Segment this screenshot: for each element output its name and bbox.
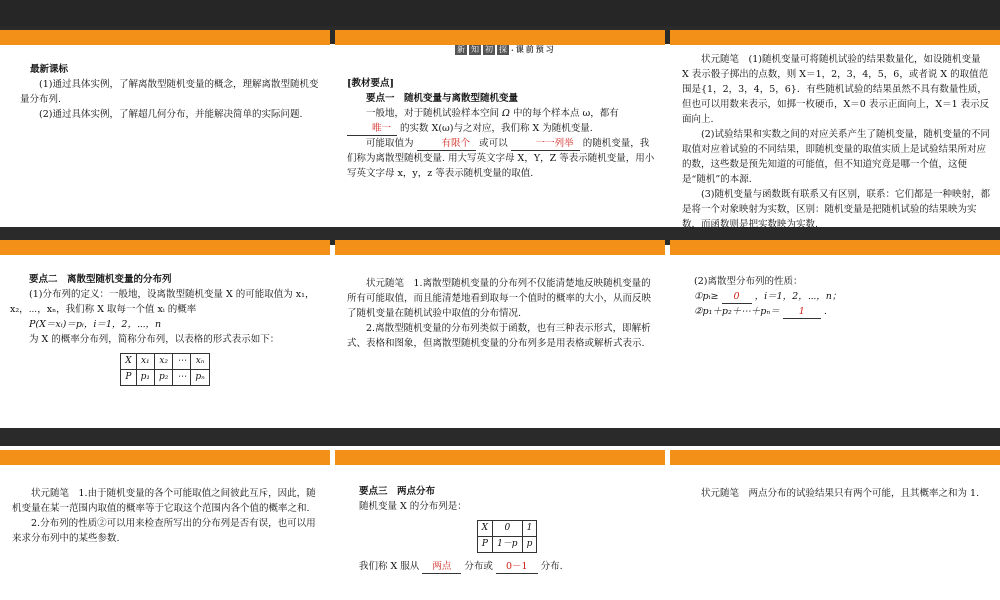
banner-char: 前	[525, 44, 534, 54]
answer-blank: 一一列举	[511, 138, 580, 151]
text: 的随机变量，我们称为离散型随机变量. 用大写英文字母 X，Y，Z 等表示随机变量，用小写英文字母 x，y，z 等表示随机变量的取值.	[347, 138, 655, 179]
banner-char: 预	[535, 44, 544, 54]
slide-6[interactable]	[670, 240, 1000, 423]
table-cell: P	[121, 370, 136, 386]
table-cell: p₁	[136, 370, 154, 386]
paragraph: 随机变量 X 的分布列是：	[359, 501, 467, 512]
answer-blank: 0	[722, 291, 752, 304]
paragraph	[347, 106, 655, 136]
slide-8[interactable]	[335, 450, 665, 600]
banner-char: 知	[471, 44, 479, 54]
distribution-table	[120, 353, 210, 386]
formula: P(X＝xᵢ)＝pᵢ，i＝1，2，⋯，n	[29, 319, 162, 330]
table-cell: 0	[493, 521, 523, 537]
slide-header-bar	[0, 240, 330, 255]
table-cell: ⋯	[173, 354, 191, 370]
paragraph: 状元随笔 两点分布的试验结果只有两个可能，且其概率之和为 1.	[701, 488, 980, 499]
slide-7[interactable]	[0, 450, 330, 600]
table-cell: p	[522, 537, 537, 553]
paragraph: 状元随笔 1.离散型随机变量的分布列不仅能清楚地反映随机变量的所有可能取值，而且能清楚地看到取每一个值时的概率的大小，从而反映了随机变量在随机试验中取值的分布情况.	[347, 278, 652, 319]
point-title: 要点二 离散型随机变量的分布列	[29, 274, 172, 285]
slide-2[interactable]	[335, 30, 665, 213]
section-heading: [教材要点]	[347, 78, 394, 89]
banner-char: 初	[485, 44, 493, 54]
paragraph: (1)通过具体实例，了解离散型随机变量的概念，理解离散型随机变量分布列.	[20, 79, 319, 105]
banner-char: 新	[457, 44, 465, 54]
text: ①pᵢ≥	[694, 291, 719, 302]
paragraph: (1)分布列的定义：一般地，设离散型随机变量 X 的可能取值为 x₁，x₂，⋯，xₙ，我们称 X 取每一个值 xᵢ 的概率	[10, 289, 315, 315]
text: 的实数 X(ω)与之对应，我们称 X 为随机变量.	[400, 123, 593, 134]
slide-header-bar	[670, 450, 1000, 465]
text: ，i＝1，2，⋯，n；	[754, 291, 842, 302]
property-line	[694, 304, 990, 319]
table-row	[477, 537, 537, 553]
table-row	[121, 354, 210, 370]
slide-4[interactable]	[0, 240, 330, 423]
text: 分布.	[540, 561, 563, 572]
slide-1[interactable]	[0, 30, 330, 213]
table-row	[121, 370, 210, 386]
point-title: 要点一 随机变量与离散型随机变量	[366, 93, 519, 104]
paragraph: 状元随笔 (1)随机变量可将随机试验的结果数量化，如设随机变量 X 表示骰子掷出的点数，则 X＝1，2，3，4，5，6，或者说 X 的取值范围是{1，2，3，4，5，6}．有些随机试验的结果虽然不具有数量性质，但也可以用数来表示，如掷一枚硬币，X＝0 表示正面向上，X＝1 表示反面向上.	[682, 54, 990, 125]
text: 可能取值为	[366, 138, 414, 149]
table-cell: pₙ	[191, 370, 209, 386]
text: ②p₁＋p₂＋⋯＋pₙ＝	[694, 306, 780, 317]
table-row	[477, 521, 537, 537]
table-cell: 1－p	[493, 537, 523, 553]
table-cell: X	[477, 521, 492, 537]
paragraph	[359, 559, 655, 574]
table-cell: P	[477, 537, 492, 553]
text: Ω	[502, 108, 510, 119]
answer-blank: 0－1	[496, 561, 538, 574]
table-cell: x₁	[136, 354, 154, 370]
answer-blank: 有限个	[417, 138, 477, 151]
paragraph: (2)试验结果和实数之间的对应关系产生了随机变量，随机变量的不同取值对应着试验的不同结果，即随机变量的取值实质上是试验结果所对应的数，这些数是预先知道的可能值，但不知道究竟是哪一个值，这便是“随机”的本源.	[682, 129, 990, 185]
text: 我们称 X 服从	[359, 561, 420, 572]
slide-header-bar	[0, 450, 330, 465]
text: 或可以	[479, 138, 508, 149]
top-bar	[0, 0, 1000, 26]
banner-char: 课	[515, 44, 524, 54]
text: ω，都有	[582, 108, 619, 119]
table-cell: p₂	[155, 370, 173, 386]
slide-header-bar	[670, 30, 1000, 45]
answer-blank: 唯一	[347, 123, 397, 136]
answer-blank: 两点	[422, 561, 461, 574]
paragraph: 状元随笔 1.由于随机变量的各个可能取值之间彼此互斥，因此，随机变量在某一范围内取值的概率等于它取这个范围内各个值的概率之和.	[12, 488, 316, 514]
two-point-table	[477, 520, 538, 553]
paragraph	[347, 136, 655, 181]
table-cell: 1	[522, 521, 537, 537]
paragraph: (2)通过具体实例，了解超几何分布，并能解决简单的实际问题.	[39, 109, 303, 120]
text: 分布或	[464, 561, 493, 572]
slide-header-bar	[335, 30, 665, 45]
slide-3[interactable]	[670, 30, 1000, 230]
property-title: (2)离散型分布列的性质：	[694, 276, 803, 287]
banner-char: 习	[545, 44, 554, 54]
slide-title: 最新课标	[30, 64, 69, 75]
paragraph: 为 X 的概率分布列，简称分布列，以表格的形式表示如下：	[29, 334, 280, 345]
answer-blank: 1	[783, 306, 821, 319]
point-title: 要点三 两点分布	[359, 486, 436, 497]
text: 中的每个样本点	[512, 108, 580, 119]
banner-char: ·	[511, 44, 514, 55]
table-cell: X	[121, 354, 136, 370]
slide-header-bar	[0, 30, 330, 45]
slide-header-bar	[335, 240, 665, 255]
text: .	[823, 306, 827, 317]
property-line	[694, 289, 990, 304]
text: 一般地，对于随机试验样本空间	[366, 108, 500, 119]
slide-9[interactable]	[670, 450, 1000, 600]
table-cell: xₙ	[191, 354, 209, 370]
section-banner	[455, 44, 554, 55]
paragraph: (3)随机变量与函数既有联系又有区别，联系：它们都是一种映射，都是将一个对象映射为实数，区别：随机变量是把随机试验的结果映为实数，而函数则是把实数映为实数.	[682, 189, 990, 230]
banner-char: 探	[499, 44, 507, 54]
slide-5[interactable]	[335, 240, 665, 423]
paragraph: 2.分布列的性质②可以用来检查所写出的分布列是否有误，也可以用来求分布列中的某些参数.	[12, 518, 316, 544]
row-gap-3	[0, 428, 1000, 446]
slide-header-bar	[335, 450, 665, 465]
paragraph: 2.离散型随机变量的分布列类似于函数，也有三种表示形式，即解析式、表格和图象，但离散型随机变量的分布列多是用表格或解析式表示.	[347, 323, 651, 349]
slide-header-bar	[670, 240, 1000, 255]
table-cell: ⋯	[173, 370, 191, 386]
table-cell: x₂	[155, 354, 173, 370]
